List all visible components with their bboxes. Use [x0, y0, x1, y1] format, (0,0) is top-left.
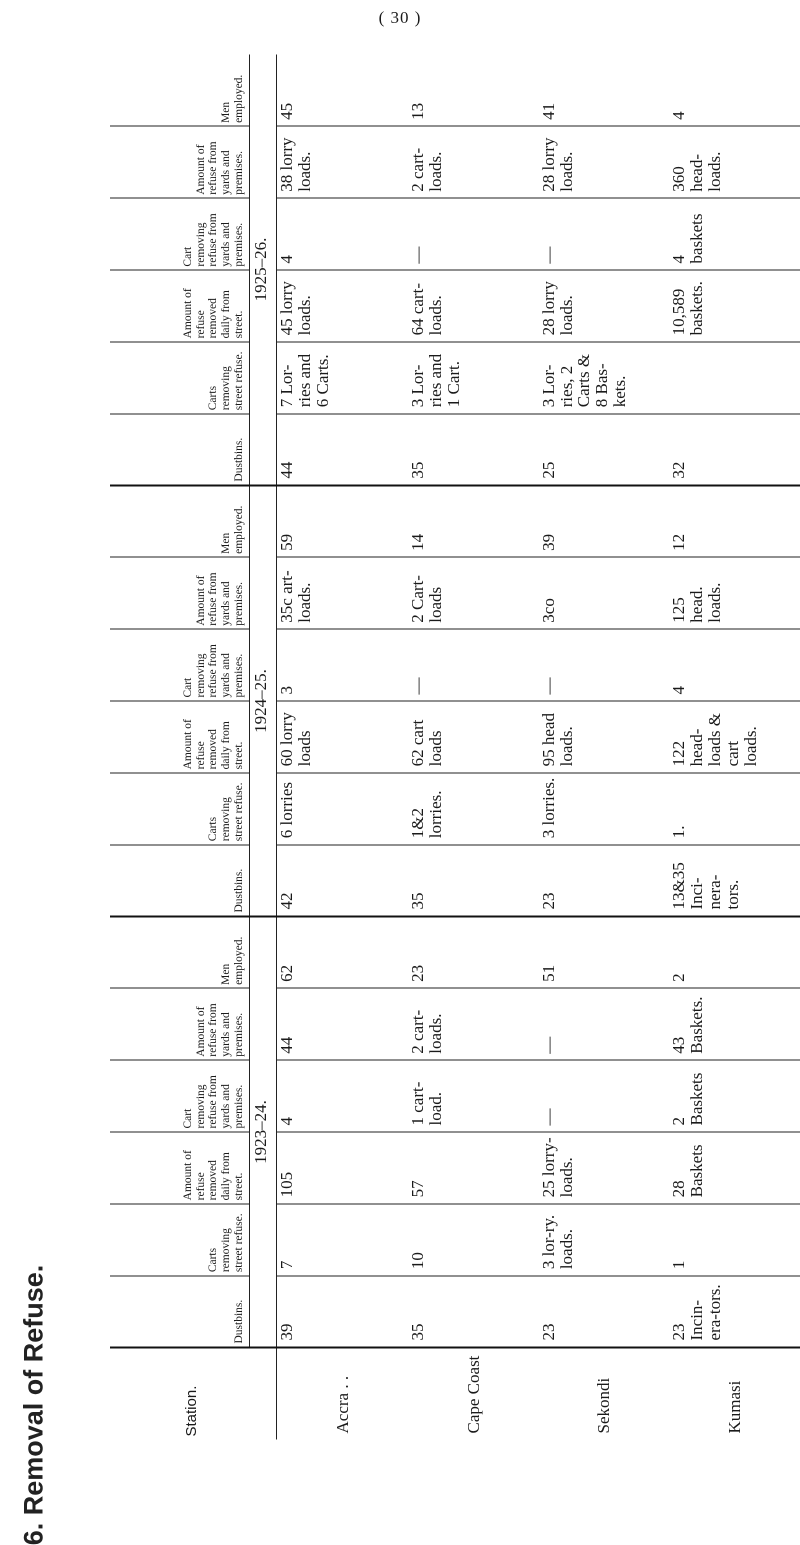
- cell-dustbins-1924-25: 42: [277, 845, 408, 917]
- cell-carts-street-1924-25: 3 lorries.: [539, 773, 670, 845]
- cell-carts-street-1923-24: 1: [669, 1204, 800, 1276]
- header-amount-yards-1925: Amount of refuse from yards and premises.: [110, 126, 250, 198]
- cell-cart-yards-1925-26: —: [539, 198, 670, 270]
- year-1925-26: 1925–26.: [250, 55, 277, 486]
- header-men-1923: Men employed.: [110, 917, 250, 989]
- cell-amount-yards-1923-24: 43 Baskets.: [669, 988, 800, 1060]
- cell-cart-yards-1924-25: 4: [669, 629, 800, 701]
- header-cart-yards-1925: Cart removing refuse from yards and premises.: [110, 198, 250, 270]
- cell-amount-street-1923-24: 57: [408, 1132, 539, 1204]
- table-row: [277, 55, 408, 1440]
- cell-carts-street-1925-26: 7 Lor-ries and 6 Carts.: [277, 342, 408, 414]
- header-carts-street-1925: Carts removing street refuse.: [110, 342, 250, 414]
- header-dustbins-1923: Dustbins.: [110, 1276, 250, 1348]
- header-carts-street-1924: Carts removing street refuse.: [110, 773, 250, 845]
- cell-dustbins-1925-26: 32: [669, 414, 800, 486]
- cell-men-1924-25: 59: [277, 486, 408, 558]
- year-row: [250, 55, 277, 1440]
- cell-amount-yards-1923-24: 44: [277, 988, 408, 1060]
- cell-carts-street-1925-26: [669, 342, 800, 414]
- cell-amount-street-1925-26: 28 lorry loads.: [539, 270, 670, 342]
- header-amount-yards-1923: Amount of refuse from yards and premises.: [110, 988, 250, 1060]
- cell-men-1924-25: 39: [539, 486, 670, 558]
- cell-amount-yards-1924-25: 125 head. loads.: [669, 557, 800, 629]
- cell-men-1924-25: 14: [408, 486, 539, 558]
- cell-dustbins-1925-26: 44: [277, 414, 408, 486]
- cell-amount-yards-1925-26: 38 lorry loads.: [277, 126, 408, 198]
- header-carts-street-1923: Carts removing street refuse.: [110, 1204, 250, 1276]
- cell-dustbins-1923-24: 35: [408, 1276, 539, 1348]
- cell-amount-street-1923-24: 25 lorry-loads.: [539, 1132, 670, 1204]
- refuse-removal-table: [110, 55, 800, 1440]
- cell-men-1924-25: 12: [669, 486, 800, 558]
- header-dustbins-1925: Dustbins.: [110, 414, 250, 486]
- cell-men-1925-26: 41: [539, 55, 670, 127]
- cell-cart-yards-1924-25: —: [539, 629, 670, 701]
- cell-amount-street-1924-25: 62 cart loads: [408, 701, 539, 773]
- station-name: Accra . .: [332, 1375, 352, 1434]
- header-amount-street-1924: Amount of refuse removed daily from street.: [110, 701, 250, 773]
- cell-amount-yards-1923-24: —: [539, 988, 670, 1060]
- cell-cart-yards-1925-26: 4 baskets: [669, 198, 800, 270]
- cell-men-1925-26: 4: [669, 55, 800, 127]
- cell-amount-street-1923-24: 105: [277, 1132, 408, 1204]
- cell-amount-street-1923-24: 28 Baskets: [669, 1132, 800, 1204]
- cell-carts-street-1923-24: 3 lor-ry. loads.: [539, 1204, 670, 1276]
- cell-cart-yards-1923-24: 1 cart-load.: [408, 1060, 539, 1132]
- cell-cart-yards-1924-25: —: [408, 629, 539, 701]
- cell-carts-street-1924-25: 1.: [669, 773, 800, 845]
- cell-carts-street-1924-25: 6 lorries: [277, 773, 408, 845]
- cell-amount-yards-1925-26: 2 cart-loads.: [408, 126, 539, 198]
- cell-amount-yards-1923-24: 2 cart-loads.: [408, 988, 539, 1060]
- cell-cart-yards-1923-24: —: [539, 1060, 670, 1132]
- header-amount-yards-1924: Amount of refuse from yards and premises.: [110, 557, 250, 629]
- title-text: 6. Removal of Refuse.: [18, 1264, 49, 1545]
- cell-dustbins-1924-25: 23: [539, 845, 670, 917]
- cell-dustbins-1924-25: 35: [408, 845, 539, 917]
- cell-amount-yards-1924-25: 3co: [539, 557, 670, 629]
- cell-dustbins-1924-25: 13&35 Inci-nera-tors.: [669, 845, 800, 917]
- cell-cart-yards-1924-25: 3: [277, 629, 408, 701]
- table-body: [277, 55, 800, 1440]
- header-amount-street-1925: Amount of refuse removed daily from street.: [110, 270, 250, 342]
- cell-amount-street-1924-25: 95 head loads.: [539, 701, 670, 773]
- header-cart-yards-1923: Cart removing refuse from yards and premises.: [110, 1060, 250, 1132]
- cell-carts-street-1924-25: 1&2 lorries.: [408, 773, 539, 845]
- cell-amount-street-1924-25: 122 head-loads & cart loads.: [669, 701, 800, 773]
- page-number: ( 30 ): [378, 8, 422, 27]
- table-row: [408, 55, 539, 1440]
- cell-dustbins-1925-26: 35: [408, 414, 539, 486]
- cell-amount-yards-1924-25: 2 Cart-loads: [408, 557, 539, 629]
- cell-carts-street-1925-26: 3 Lor-ries, 2 Carts & 8 Bas-kets.: [539, 342, 670, 414]
- cell-dustbins-1925-26: 25: [539, 414, 670, 486]
- station-name: Cape Coast: [463, 1355, 483, 1434]
- year-1924-25: 1924–25.: [250, 486, 277, 917]
- table-row: [669, 55, 800, 1440]
- cell-amount-yards-1925-26: 28 lorry loads.: [539, 126, 670, 198]
- cell-men-1923-24: 23: [408, 917, 539, 989]
- station-name: Sekondi: [594, 1377, 614, 1434]
- cell-carts-street-1923-24: 7: [277, 1204, 408, 1276]
- cell-cart-yards-1925-26: —: [408, 198, 539, 270]
- header-dustbins-1924: Dustbins.: [110, 845, 250, 917]
- station-header: Station.: [110, 1348, 277, 1440]
- document-title: [5, 1264, 63, 1545]
- cell-dustbins-1923-24: 23: [539, 1276, 670, 1348]
- header-amount-street-1923: Amount of refuse removed daily from street.: [110, 1132, 250, 1204]
- cell-cart-yards-1923-24: 4: [277, 1060, 408, 1132]
- cell-amount-street-1925-26: 10,589 baskets.: [669, 270, 800, 342]
- header-row: [110, 55, 250, 1440]
- cell-amount-street-1925-26: 64 cart-loads.: [408, 270, 539, 342]
- cell-amount-yards-1925-26: 360 head-loads.: [669, 126, 800, 198]
- cell-dustbins-1923-24: 39: [277, 1276, 408, 1348]
- cell-men-1923-24: 2: [669, 917, 800, 989]
- header-men-1925: Men employed.: [110, 55, 250, 127]
- station-name: Kumasi: [724, 1380, 744, 1434]
- cell-cart-yards-1925-26: 4: [277, 198, 408, 270]
- cell-men-1923-24: 62: [277, 917, 408, 989]
- refuse-table-container: [110, 55, 800, 1440]
- cell-cart-yards-1923-24: 2 Baskets: [669, 1060, 800, 1132]
- header-cart-yards-1924: Cart removing refuse from yards and premises.: [110, 629, 250, 701]
- cell-men-1925-26: 45: [277, 55, 408, 127]
- cell-amount-street-1924-25: 60 lorry loads: [277, 701, 408, 773]
- cell-amount-yards-1924-25: 35c art-loads.: [277, 557, 408, 629]
- cell-carts-street-1925-26: 3 Lor-ries and 1 Cart.: [408, 342, 539, 414]
- cell-men-1925-26: 13: [408, 55, 539, 127]
- cell-amount-street-1925-26: 45 lorry loads.: [277, 270, 408, 342]
- header-men-1924: Men employed.: [110, 486, 250, 558]
- table-row: [539, 55, 670, 1440]
- cell-men-1923-24: 51: [539, 917, 670, 989]
- cell-carts-street-1923-24: 10: [408, 1204, 539, 1276]
- year-1923-24: 1923–24.: [250, 917, 277, 1348]
- cell-dustbins-1923-24: 23 Incin-era-tors.: [669, 1276, 800, 1348]
